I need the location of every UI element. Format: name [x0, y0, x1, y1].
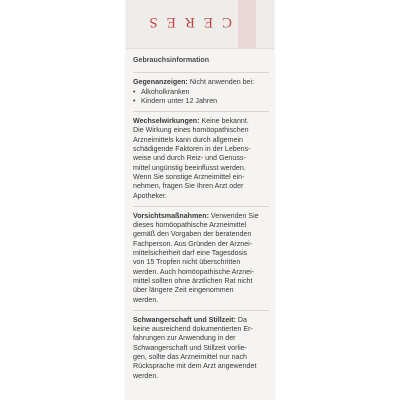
- text-line: weise und durch Reiz- und Genuss-: [133, 154, 246, 163]
- text-line: mittel ungünstig beeinflusst werden.: [133, 163, 246, 172]
- divider: [133, 310, 269, 311]
- divider: [133, 111, 269, 112]
- section-pregnancy: [133, 316, 269, 381]
- text-line: Fachperson. Aus Gründen der Arznei-: [133, 239, 253, 248]
- contraindications-label: Gegenanzeigen:: [133, 78, 188, 87]
- text-line: über längere Zeit eingenommen: [133, 286, 234, 295]
- interactions-label: Wechselwirkungen:: [133, 117, 200, 126]
- list-item: • Kindern unter 12 Jahren: [133, 97, 269, 106]
- leaflet-title: Gebrauchsinformation: [133, 56, 210, 64]
- list-item: • Alkoholkranken: [133, 88, 269, 97]
- text-line: Apotheker.: [133, 191, 167, 200]
- box-top-flap: [126, 0, 274, 49]
- text-line: fahrungen zur Anwendung in der: [133, 334, 236, 343]
- text-line: Die Wirkung eines homöopathischen: [133, 126, 249, 135]
- section-precautions: [133, 212, 269, 305]
- text-line: Wenn Sie sonstige Arzneimittel ein-: [133, 172, 245, 181]
- text-line: Da: [235, 315, 247, 324]
- text-line: gemäß den Vorgaben der beratenden: [133, 230, 252, 239]
- divider: [133, 206, 269, 207]
- contraindications-text: Nicht anwenden bei:: [187, 78, 255, 87]
- text-line: schädigende Faktoren in der Lebens-: [133, 145, 251, 154]
- brand-logo-mirrored: CERES: [140, 14, 232, 30]
- text-line: dieses homöopathische Arzneimittel: [133, 221, 247, 230]
- text-line: Schwangerschaft und Stillzeit vorlie-: [133, 343, 247, 352]
- pregnancy-label: Schwangerschaft und Stillzeit:: [133, 315, 236, 324]
- text-line: Verwenden Sie: [208, 211, 259, 220]
- brand-color-strip: [238, 0, 256, 48]
- text-line: von 15 Tropfen nicht überschritten: [133, 258, 241, 267]
- text-line: Arzneimittels kann durch allgemein: [133, 135, 244, 144]
- text-line: nehmen, fragen Sie Ihren Arzt oder: [133, 182, 244, 191]
- section-interactions: [133, 117, 269, 201]
- text-line: mittelsicherheit darf eine Tagesdosis: [133, 249, 248, 258]
- divider: [133, 72, 269, 73]
- text-line: gen, sollte das Arzneimittel nur nach: [133, 353, 247, 362]
- leaflet-text: [133, 56, 269, 386]
- text-line: werden. Auch homöopathische Arznei-: [133, 267, 255, 276]
- contraindications-list: [133, 88, 269, 107]
- precautions-label: Vorsichtsmaßnahmen:: [133, 211, 209, 220]
- section-contraindications: [133, 78, 269, 106]
- text-line: Rücksprache mit dem Arzt angewendet: [133, 362, 257, 371]
- text-line: werden.: [133, 295, 159, 304]
- text-line: Keine bekannt.: [199, 117, 249, 126]
- text-line: werden.: [133, 371, 159, 380]
- text-line: keine ausreichend dokumentierten Er-: [133, 325, 253, 334]
- text-line: mittel sollten ohne ärztlichen Rat nicht: [133, 276, 253, 285]
